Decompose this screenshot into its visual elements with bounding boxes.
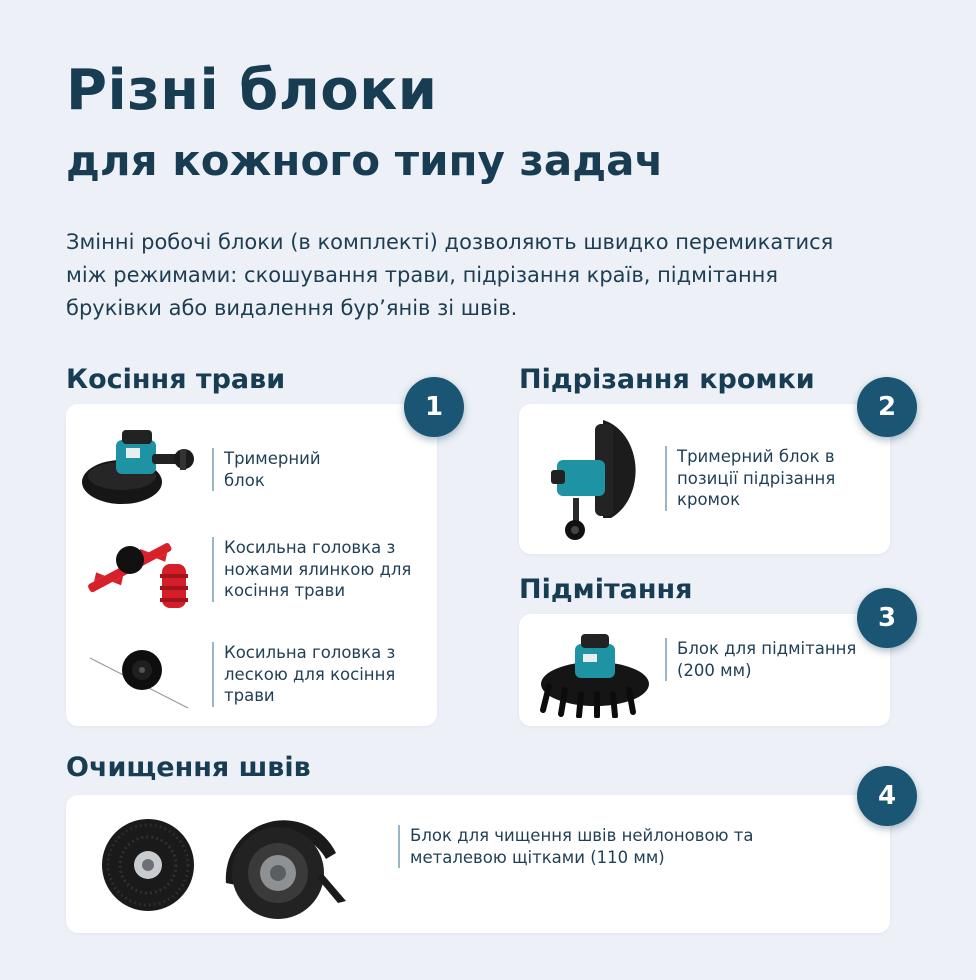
page-title: Різні блоки: [66, 58, 438, 123]
section-title-edging: Підрізання кромки: [519, 364, 815, 395]
line-head-image: [88, 638, 198, 714]
card-joints: [66, 795, 890, 933]
sweeping-text: Блок для підмітання (200 мм): [665, 638, 865, 681]
badge-2: 2: [857, 377, 917, 437]
page-subtitle: для кожного типу задач: [66, 136, 664, 185]
item-text-blade-head: Косильна головка з ножами ялинкою для косіння трави: [212, 537, 422, 602]
item-text-line-head: Косильна головка з лескою для косіння трави: [212, 642, 422, 707]
trimmer-unit-image: [80, 420, 210, 516]
edger-image: [543, 414, 653, 542]
joints-text: Блок для чищення швів нейлоновою та металевою щітками (110 мм): [398, 825, 818, 868]
item-text-trimmer: Тримерний блок: [212, 448, 342, 491]
blade-head-image: [82, 530, 206, 616]
edging-text: Тримерний блок в позиції підрізання кромок: [665, 446, 865, 511]
badge-1: 1: [404, 377, 464, 437]
badge-4: 4: [857, 766, 917, 826]
badge-3: 3: [857, 588, 917, 648]
card-sweeping: [519, 614, 890, 726]
joint-cleaner-image: [214, 803, 354, 927]
section-title-sweeping: Підмітання: [519, 574, 693, 605]
card-edging: [519, 404, 890, 554]
section-title-joints: Очищення швів: [66, 752, 311, 783]
wire-brush-image: [98, 815, 198, 915]
intro-text: Змінні робочі блоки (в комплекті) дозволяють швидко перемикатися між режимами: скошування трави, підрізання країв, підмітання бруківки або видалення бур’янів зі швів.: [66, 230, 834, 320]
sweeper-image: [535, 624, 655, 718]
section-title-mowing: Косіння трави: [66, 364, 286, 395]
card-mowing: [66, 404, 437, 726]
